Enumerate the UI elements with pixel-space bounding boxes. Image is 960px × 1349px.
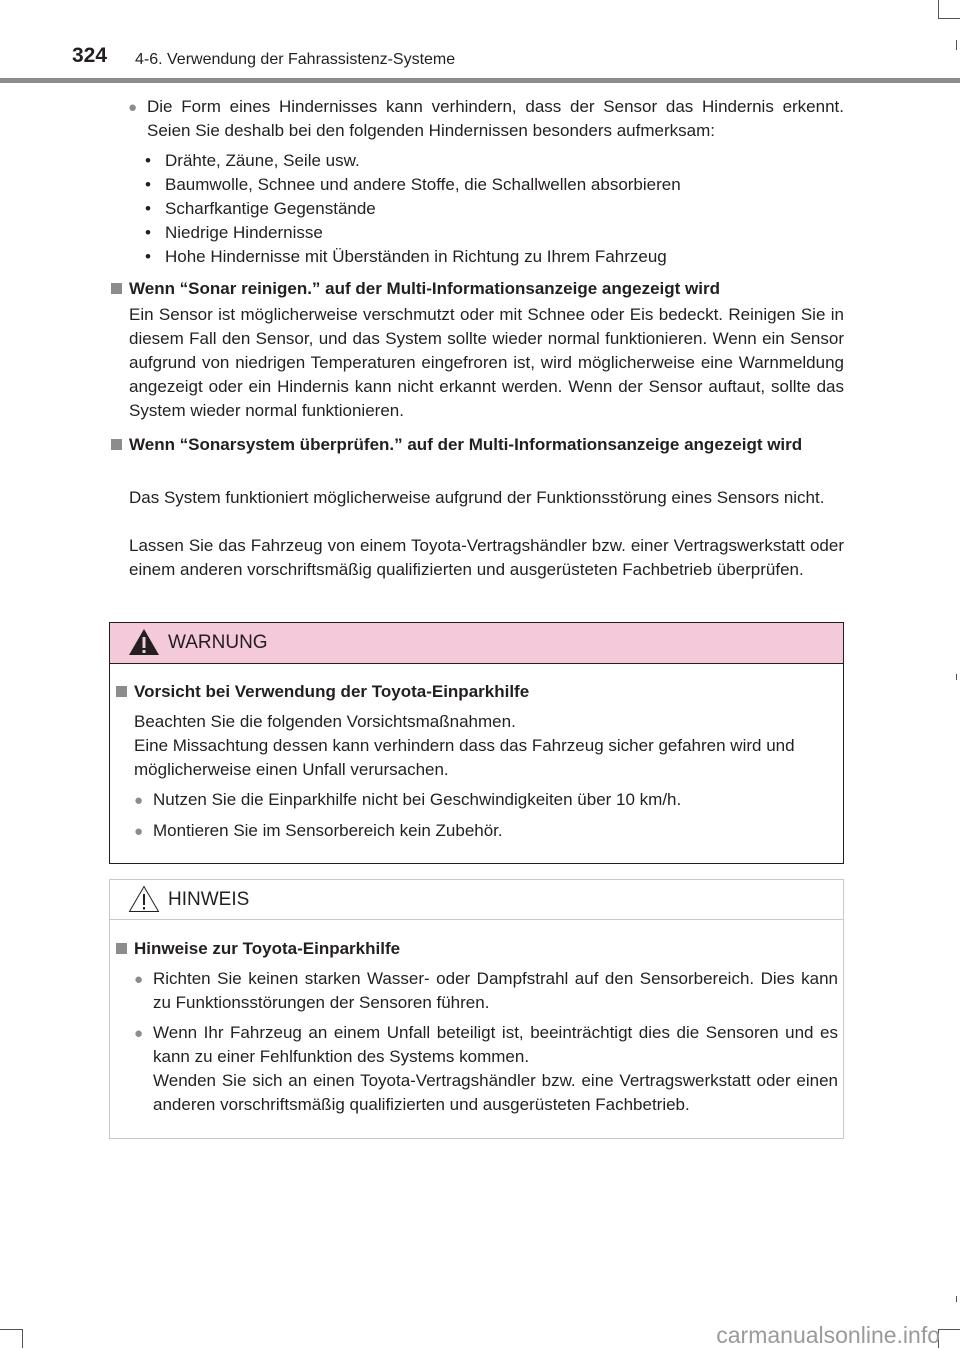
chapter-title: 4-6. Verwendung der Fahrassistenz-Systeme: [135, 51, 456, 68]
section-heading: Wenn “Sonarsystem überprüfen.” auf der Multi-Informationsanzeige angezeigt wird: [129, 435, 803, 454]
list-item: • Niedrige Hindernisse: [145, 223, 323, 242]
crop-mark: [938, 1329, 960, 1330]
caution-triangle-icon: [128, 885, 160, 913]
warning-heading: Vorsicht bei Verwendung der Toyota-Einparkhilfe: [134, 682, 530, 701]
warning-label: WARNUNG: [168, 632, 268, 653]
note-bullet: Richten Sie keinen starken Wasser- oder Dampfstrahl auf den Sensorbereich. Dies kann zu Funktionsstörungen der Sensoren führen.: [153, 969, 838, 1012]
bullet-dot-icon: ●: [134, 792, 144, 809]
note-header: [110, 880, 843, 920]
note-label: HINWEIS: [168, 889, 250, 910]
note-bullet: Wenden Sie sich an einen Toyota-Vertragshändler bzw. eine Vertragswerkstatt oder einen anderen vorschriftsmäßig qualifizierten und ausgerüsteten Fachbetrieb.: [153, 1071, 838, 1114]
bullet-dot-icon: ●: [134, 823, 144, 840]
crop-mark: [938, 18, 960, 19]
bullet-dot-icon: ●: [134, 1025, 144, 1042]
page-number: 324: [72, 44, 108, 67]
header-rule: [0, 78, 960, 83]
crop-mark: [956, 40, 957, 50]
warning-bullet: Montieren Sie im Sensorbereich kein Zubehör.: [153, 821, 503, 840]
section-heading: Wenn “Sonar reinigen.” auf der Multi-Informationsanzeige angezeigt wird: [129, 279, 720, 298]
bullet-dot-icon: ●: [128, 99, 138, 116]
warning-text: Beachten Sie die folgenden Vorsichtsmaßnahmen.: [134, 712, 516, 731]
list-item: • Drähte, Zäune, Seile usw.: [145, 151, 360, 170]
warning-box: [109, 622, 844, 864]
watermark: carmanualsonline.info: [716, 1322, 940, 1348]
list-item: • Baumwolle, Schnee und andere Stoffe, die Schallwellen absorbieren: [145, 175, 681, 194]
warning-bullet: Nutzen Sie die Einparkhilfe nicht bei Geschwindigkeiten über 10 km/h.: [153, 790, 682, 809]
crop-mark: [0, 1329, 22, 1330]
crop-mark: [22, 1329, 23, 1348]
section-square-icon: [111, 283, 122, 294]
section-square-icon: [111, 439, 122, 450]
note-bullet: Wenn Ihr Fahrzeug an einem Unfall beteiligt ist, beeinträchtigt dies die Sensoren und es kann zu einer Fehlfunktion des Systems kommen.: [153, 1023, 838, 1066]
section-square-icon: [116, 686, 127, 697]
section-paragraph: Ein Sensor ist möglicherweise verschmutzt oder mit Schnee oder Eis bedeckt. Reinigen Sie in diesem Fall den Sensor, und das System sollte wieder normal funktionieren. Wenn ein Sensor aufgrund von niedrigen Temperaturen eingefroren ist, wird möglicherweise eine Warnmeldung angezeigt oder ein Hindernis kann nicht erkannt werden. Wenn der Sensor auftaut, sollte das System wieder normal funktionieren.: [129, 305, 844, 420]
list-item: • Hohe Hindernisse mit Überständen in Richtung zu Ihrem Fahrzeug: [145, 247, 667, 266]
crop-mark: [956, 1296, 957, 1302]
warning-header: [110, 623, 843, 664]
list-item: • Scharfkantige Gegenstände: [145, 199, 376, 218]
section-square-icon: [116, 943, 127, 954]
bullet-dot-icon: ●: [134, 971, 144, 988]
intro-paragraph: Die Form eines Hindernisses kann verhindern, dass der Sensor das Hindernis erkennt. Seien Sie deshalb bei den folgenden Hindernissen besonders aufmerksam:: [147, 97, 844, 140]
section-paragraph: Lassen Sie das Fahrzeug von einem Toyota-Vertragshändler bzw. einer Vertragswerkstatt oder einem anderen vorschriftsmäßig qualifizierten und ausgerüsteten Fachbetrieb überprüfen.: [129, 536, 844, 579]
warning-triangle-icon: [128, 628, 160, 656]
note-box: [109, 879, 844, 1139]
note-heading: Hinweise zur Toyota-Einparkhilfe: [134, 939, 401, 958]
crop-mark: [956, 674, 957, 680]
warning-text: Eine Missachtung dessen kann verhindern dass das Fahrzeug sicher gefahren wird und möglicherweise einen Unfall verursachen.: [134, 736, 795, 779]
crop-mark: [938, 0, 939, 18]
section-paragraph: Das System funktioniert möglicherweise aufgrund der Funktionsstörung eines Sensors nicht.: [129, 488, 825, 507]
